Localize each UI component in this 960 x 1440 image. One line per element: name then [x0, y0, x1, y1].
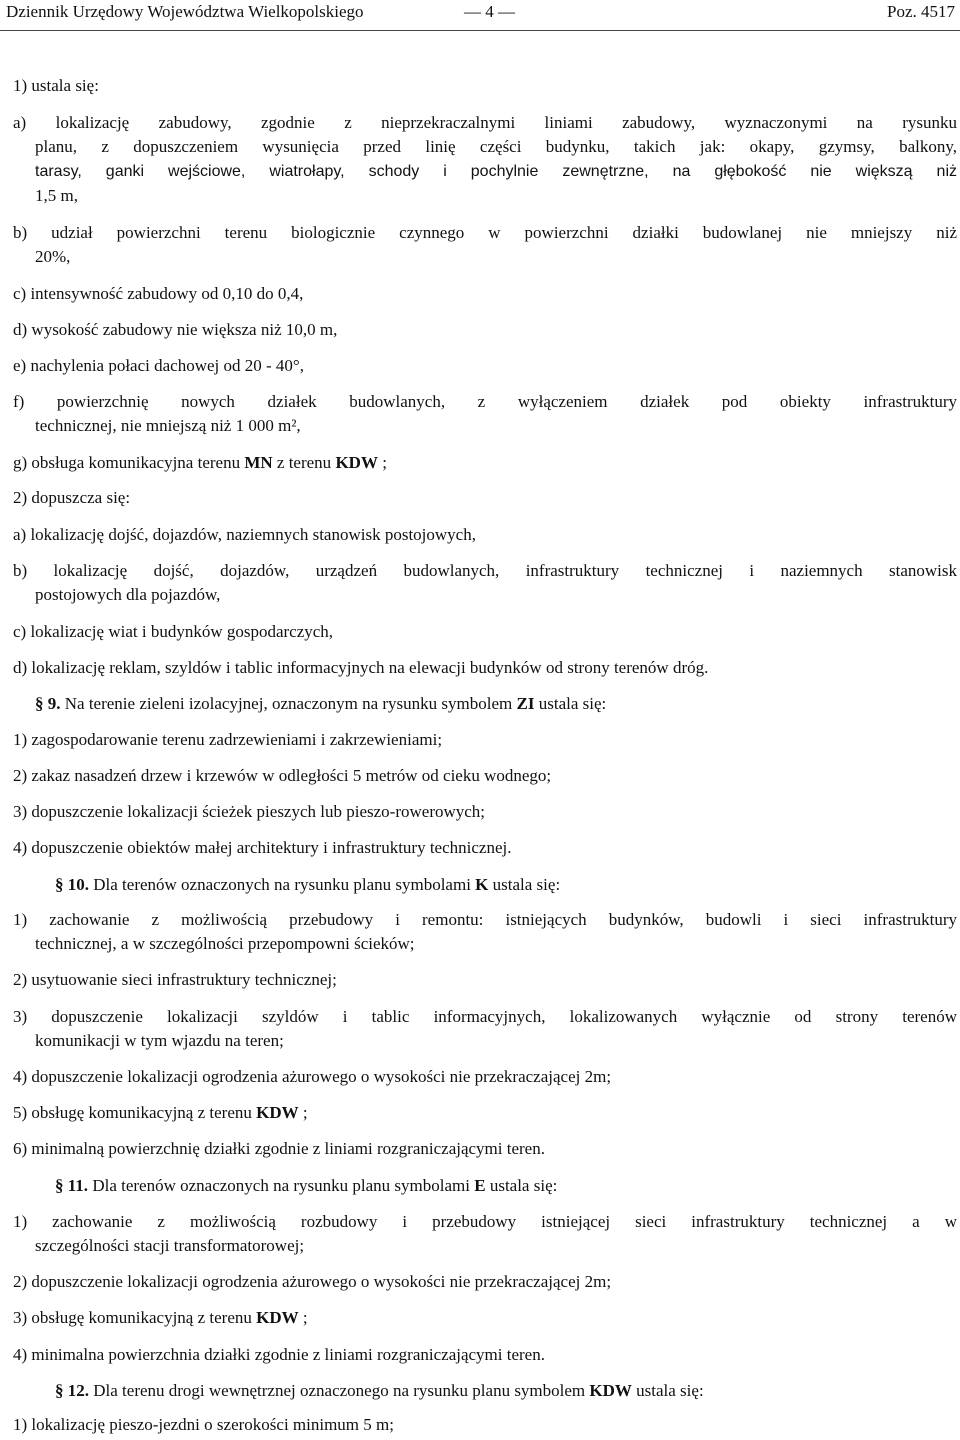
page-number: — 4 —	[464, 2, 515, 21]
paragraph-line: 1) zagospodarowanie terenu zadrzewieniami i zakrzewieniami;	[13, 730, 443, 749]
section-number: § 11.	[55, 1176, 89, 1195]
paragraph-line: 1,5 m,	[35, 186, 78, 205]
text-run: 3) obsługę komunikacyjną z terenu	[13, 1308, 252, 1327]
text-run: ;	[302, 1103, 308, 1122]
text-run: 5) obsługę komunikacyjną z terenu	[13, 1103, 252, 1122]
section-number: § 12.	[55, 1381, 89, 1400]
paragraph-line: postojowych dla pojazdów,	[35, 585, 221, 604]
paragraph-line: 2) dopuszcza się:	[13, 488, 131, 507]
paragraph-line: d) lokalizację reklam, szyldów i tablic informacyjnych na elewacji budynków od strony terenów dróg.	[13, 658, 709, 677]
page-header	[0, 0, 960, 31]
paragraph-line	[13, 1101, 957, 1125]
paragraph-line: tarasy, ganki wejściowe, wiatrołapy, schody i pochylnie zewnętrzne, na głębokość nie większą niż	[35, 163, 957, 180]
paragraph-line: technicznej, a w szczególności przepompowni ścieków;	[35, 934, 415, 953]
symbol-kdw: KDW	[335, 453, 378, 472]
text-run: g) obsługa komunikacyjna terenu	[13, 453, 241, 472]
paragraph-line: planu, z dopuszczeniem wysunięcia przed linię części budynku, takich jak: okapy, gzymsy, balkony,	[35, 137, 957, 156]
symbol-kdw: KDW	[256, 1308, 299, 1327]
section-heading	[55, 873, 960, 897]
position-number: Poz. 4517	[887, 2, 955, 21]
paragraph-line: technicznej, nie mniejszą niż 1 000 m²,	[35, 416, 301, 435]
paragraph-line: 2) dopuszczenie lokalizacji ogrodzenia ażurowego o wysokości nie przekraczającej 2m;	[13, 1272, 612, 1291]
symbol-kdw: KDW	[256, 1103, 299, 1122]
section-number: § 9.	[35, 694, 61, 713]
symbol-e: E	[474, 1176, 486, 1195]
paragraph-line: 3) dopuszczenie lokalizacji szyldów i tablic informacyjnych, lokalizowanych wyłącznie od strony terenów	[13, 1007, 957, 1026]
paragraph-line: 1) lokalizację pieszo-jezdni o szerokości minimum 5 m;	[13, 1415, 394, 1434]
paragraph-line: 1) ustala się:	[13, 76, 99, 95]
symbol-k: K	[475, 875, 489, 894]
symbol-zi: ZI	[516, 694, 535, 713]
paragraph-line: a) lokalizację zabudowy, zgodnie z nieprzekraczalnymi liniami zabudowy, wyznaczonymi na rysunku	[13, 113, 957, 132]
paragraph-line: 20%,	[35, 247, 71, 266]
paragraph-line: b) udział powierzchni terenu biologicznie czynnego w powierzchni działki budowlanej nie mniejszy niż	[13, 223, 957, 242]
text-run: ustala się:	[538, 694, 607, 713]
text-run: Dla terenów oznaczonych na rysunku planu symbolami	[92, 1176, 470, 1195]
paragraph-line: 6) minimalną powierzchnię działki zgodnie z liniami rozgraniczającymi teren.	[13, 1139, 545, 1158]
paragraph-line: 4) dopuszczenie lokalizacji ogrodzenia ażurowego o wysokości nie przekraczającej 2m;	[13, 1067, 612, 1086]
text-run: Na terenie zieleni izolacyjnej, oznaczonym na rysunku symbolem	[64, 694, 513, 713]
text-run: Dla terenu drogi wewnętrznej oznaczonego na rysunku planu symbolem	[93, 1381, 586, 1400]
section-heading	[55, 1379, 960, 1403]
text-run: ;	[302, 1308, 308, 1327]
symbol-kdw: KDW	[589, 1381, 632, 1400]
section-heading	[35, 692, 957, 716]
text-run: ;	[382, 453, 387, 472]
paragraph-line: e) nachylenia połaci dachowej od 20 - 40°,	[13, 356, 304, 375]
text-run: Dla terenów oznaczonych na rysunku planu symbolami	[93, 875, 471, 894]
paragraph-line: a) lokalizację dojść, dojazdów, naziemnych stanowisk postojowych,	[13, 525, 476, 544]
section-heading	[55, 1174, 960, 1198]
paragraph-line: f) powierzchnię nowych działek budowlanych, z wyłączeniem działek pod obiekty infrastruktury	[13, 392, 957, 411]
paragraph-line: szczególności stacji transformatorowej;	[35, 1236, 305, 1255]
paragraph-line: 1) zachowanie z możliwością rozbudowy i przebudowy istniejącej sieci infrastruktury technicznej a w	[13, 1212, 957, 1231]
paragraph-line	[13, 1306, 957, 1330]
section-number: § 10.	[55, 875, 89, 894]
paragraph-line: d) wysokość zabudowy nie większa niż 10,0 m,	[13, 320, 338, 339]
paragraph-line: 1) zachowanie z możliwością przebudowy i remontu: istniejących budynków, budowli i sieci infrastruktury	[13, 910, 957, 929]
paragraph-line: c) intensywność zabudowy od 0,10 do 0,4,	[13, 284, 304, 303]
text-run: z terenu	[276, 453, 332, 472]
paragraph-line: 2) usytuowanie sieci infrastruktury technicznej;	[13, 970, 337, 989]
paragraph-line: 4) dopuszczenie obiektów małej architektury i infrastruktury technicznej.	[13, 838, 512, 857]
symbol-mn: MN	[244, 453, 273, 472]
paragraph-line: 2) zakaz nasadzeń drzew i krzewów w odległości 5 metrów od cieku wodnego;	[13, 766, 552, 785]
paragraph-line	[13, 451, 957, 475]
paragraph-line: komunikacji w tym wjazdu na teren;	[35, 1031, 284, 1050]
text-run: ustala się:	[636, 1381, 704, 1400]
paragraph-line: 3) dopuszczenie lokalizacji ścieżek pieszych lub pieszo-rowerowych;	[13, 802, 486, 821]
paragraph-line: b) lokalizację dojść, dojazdów, urządzeń budowlanych, infrastruktury technicznej i naziemnych stanowisk	[13, 561, 957, 580]
text-run: ustala się:	[489, 1176, 558, 1195]
journal-title: Dziennik Urzędowy Województwa Wielkopolskiego	[6, 2, 364, 21]
text-run: ustala się:	[492, 875, 561, 894]
paragraph-line: 4) minimalna powierzchnia działki zgodnie z liniami rozgraniczającymi teren.	[13, 1345, 545, 1364]
paragraph-line: c) lokalizację wiat i budynków gospodarczych,	[13, 622, 334, 641]
